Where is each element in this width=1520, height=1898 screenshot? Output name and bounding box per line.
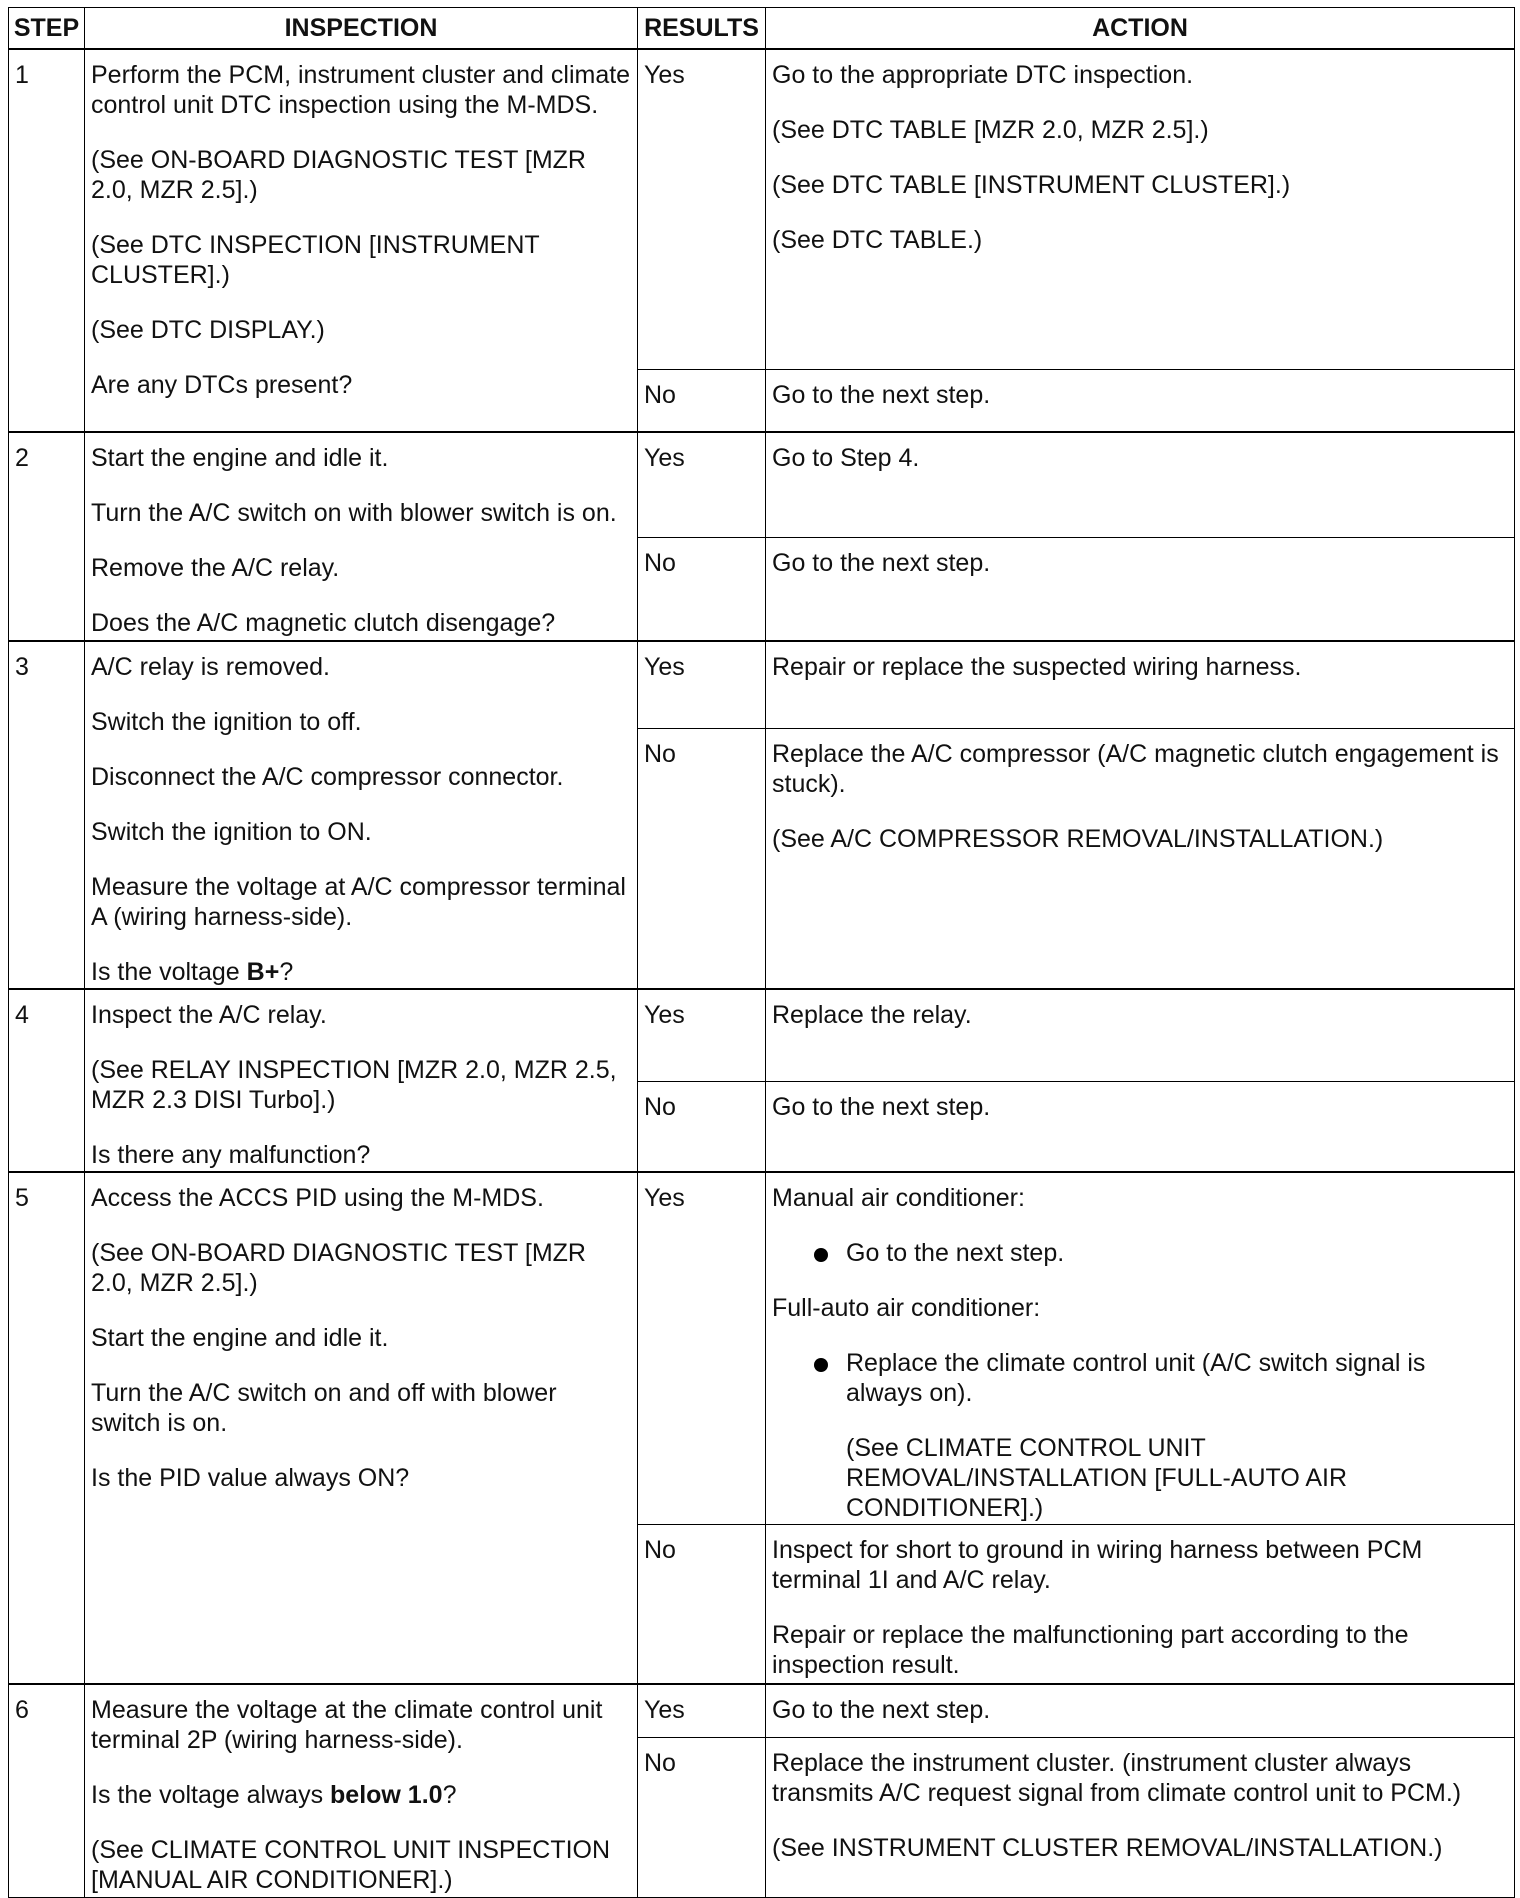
- inspection-text: Switch the ignition to off.: [91, 708, 362, 736]
- action-yes-cell: [766, 432, 1515, 537]
- result-no: No: [638, 1524, 766, 1684]
- action-no-cell: [766, 1737, 1515, 1897]
- inspection-text: (See CLIMATE CONTROL UNIT INSPECTION [MANUAL AIR CONDITIONER].): [91, 1836, 611, 1894]
- inspection-cell: [85, 1172, 638, 1684]
- header-step: STEP: [9, 8, 85, 50]
- action-no-cell: [766, 1081, 1515, 1172]
- header-results: RESULTS: [638, 8, 766, 50]
- inspection-text: A/C relay is removed.: [91, 653, 330, 681]
- action-label: Full-auto air conditioner:: [772, 1294, 1041, 1322]
- bullet-item: [772, 1213, 1508, 1268]
- inspection-text: Turn the A/C switch on with blower switch is on.: [91, 499, 617, 527]
- inspection-text: Start the engine and idle it.: [91, 1324, 389, 1352]
- inspection-text: Switch the ignition to ON.: [91, 818, 372, 846]
- step-row: [9, 1684, 1515, 1737]
- inspection-text: Disconnect the A/C compressor connector.: [91, 763, 564, 791]
- question-suffix: ?: [279, 958, 294, 986]
- inspection-question: [91, 1755, 631, 1810]
- result-yes: Yes: [638, 49, 766, 369]
- result-yes: Yes: [638, 1684, 766, 1737]
- bullet-reference: (See CLIMATE CONTROL UNIT REMOVAL/INSTALLATION [FULL-AUTO AIR CONDITIONER].): [846, 1434, 1348, 1522]
- step-number: 1: [9, 49, 85, 432]
- action-text: Go to the next step.: [772, 380, 991, 409]
- result-no: No: [638, 728, 766, 989]
- action-text: Replace the A/C compressor (A/C magnetic clutch engagement is stuck).: [772, 739, 1499, 798]
- action-text: (See INSTRUMENT CLUSTER REMOVAL/INSTALLATION.): [772, 1833, 1443, 1862]
- action-text: Go to the next step.: [772, 1696, 991, 1724]
- action-no-cell: [766, 728, 1515, 989]
- action-text: Replace the relay.: [772, 1001, 972, 1029]
- step-row: [9, 49, 1515, 369]
- inspection-text: Measure the voltage at A/C compressor terminal A (wiring harness-side).: [91, 873, 626, 931]
- step-number: 6: [9, 1684, 85, 1897]
- inspection-question: Does the A/C magnetic clutch disengage?: [91, 609, 556, 637]
- step-row: [9, 1172, 1515, 1524]
- action-yes-cell: [766, 1172, 1515, 1524]
- inspection-text: Inspect the A/C relay.: [91, 1001, 327, 1029]
- result-yes: Yes: [638, 432, 766, 537]
- action-no-cell: [766, 1524, 1515, 1684]
- action-text: Repair or replace the malfunctioning part according to the inspection result.: [772, 1620, 1409, 1679]
- inspection-question: Is there any malfunction?: [91, 1141, 371, 1169]
- header-inspection: INSPECTION: [85, 8, 638, 50]
- inspection-text: (See DTC INSPECTION [INSTRUMENT CLUSTER].): [91, 231, 540, 289]
- inspection-text: Turn the A/C switch on and off with blower switch is on.: [91, 1379, 557, 1437]
- action-yes-cell: [766, 49, 1515, 369]
- action-text: (See DTC TABLE.): [772, 226, 983, 254]
- result-yes: Yes: [638, 1172, 766, 1524]
- bullet-text: Replace the climate control unit (A/C switch signal is always on).: [846, 1349, 1426, 1407]
- question-prefix: Is the voltage: [91, 958, 247, 986]
- step-number: 5: [9, 1172, 85, 1684]
- step-number: 2: [9, 432, 85, 641]
- step-row: [9, 989, 1515, 1081]
- action-text: (See DTC TABLE [INSTRUMENT CLUSTER].): [772, 171, 1291, 199]
- question-value: B+: [246, 958, 280, 986]
- action-text: Inspect for short to ground in wiring harness between PCM terminal 1I and A/C relay.: [772, 1535, 1423, 1594]
- header-action: ACTION: [766, 8, 1515, 50]
- action-text: (See DTC TABLE [MZR 2.0, MZR 2.5].): [772, 116, 1209, 144]
- action-yes-cell: [766, 641, 1515, 728]
- action-no-cell: [766, 537, 1515, 641]
- diagnostic-table: [8, 7, 1515, 1898]
- result-no: No: [638, 369, 766, 432]
- action-text: Repair or replace the suspected wiring harness.: [772, 653, 1302, 681]
- question-prefix: Is the voltage always: [91, 1781, 331, 1809]
- inspection-text: Start the engine and idle it.: [91, 444, 389, 472]
- header-row: [9, 8, 1515, 50]
- bullet-icon: [814, 1248, 828, 1262]
- step-row: [9, 641, 1515, 728]
- step-row: [9, 432, 1515, 537]
- inspection-text: (See ON-BOARD DIAGNOSTIC TEST [MZR 2.0, MZR 2.5].): [91, 1239, 586, 1297]
- question-suffix: ?: [442, 1781, 457, 1809]
- inspection-text: Perform the PCM, instrument cluster and climate control unit DTC inspection using the M-MDS.: [91, 61, 631, 119]
- inspection-text: Remove the A/C relay.: [91, 554, 340, 582]
- action-text: (See A/C COMPRESSOR REMOVAL/INSTALLATION.): [772, 824, 1384, 853]
- result-no: No: [638, 537, 766, 641]
- question-value: below 1.0: [330, 1781, 443, 1809]
- inspection-cell: [85, 432, 638, 641]
- inspection-text: (See DTC DISPLAY.): [91, 316, 325, 344]
- bullet-item: [772, 1323, 1508, 1523]
- inspection-cell: [85, 641, 638, 989]
- action-text: Go to the next step.: [772, 1092, 991, 1121]
- inspection-question: [91, 932, 631, 987]
- inspection-question: Are any DTCs present?: [91, 371, 353, 399]
- result-yes: Yes: [638, 989, 766, 1081]
- result-no: No: [638, 1081, 766, 1172]
- action-text: Go to the next step.: [772, 548, 991, 577]
- inspection-cell: [85, 1684, 638, 1897]
- inspection-question: Is the PID value always ON?: [91, 1464, 410, 1492]
- action-label: Manual air conditioner:: [772, 1184, 1025, 1212]
- bullet-text: Go to the next step.: [846, 1239, 1065, 1267]
- result-yes: Yes: [638, 641, 766, 728]
- inspection-cell: [85, 49, 638, 432]
- step-number: 4: [9, 989, 85, 1172]
- inspection-text: (See ON-BOARD DIAGNOSTIC TEST [MZR 2.0, MZR 2.5].): [91, 146, 586, 204]
- action-yes-cell: [766, 1684, 1515, 1737]
- result-no: No: [638, 1737, 766, 1897]
- action-text: Replace the instrument cluster. (instrument cluster always transmits A/C request signal from climate control unit to PCM.): [772, 1748, 1462, 1807]
- inspection-text: Access the ACCS PID using the M-MDS.: [91, 1184, 544, 1212]
- step-number: 3: [9, 641, 85, 989]
- action-yes-cell: [766, 989, 1515, 1081]
- inspection-text: Measure the voltage at the climate control unit terminal 2P (wiring harness-side).: [91, 1696, 603, 1754]
- action-text: Go to the appropriate DTC inspection.: [772, 61, 1194, 89]
- action-no-cell: [766, 369, 1515, 432]
- inspection-cell: [85, 989, 638, 1172]
- action-text: Go to Step 4.: [772, 444, 920, 472]
- bullet-icon: [814, 1358, 828, 1372]
- inspection-text: (See RELAY INSPECTION [MZR 2.0, MZR 2.5, MZR 2.3 DISI Turbo].): [91, 1056, 617, 1114]
